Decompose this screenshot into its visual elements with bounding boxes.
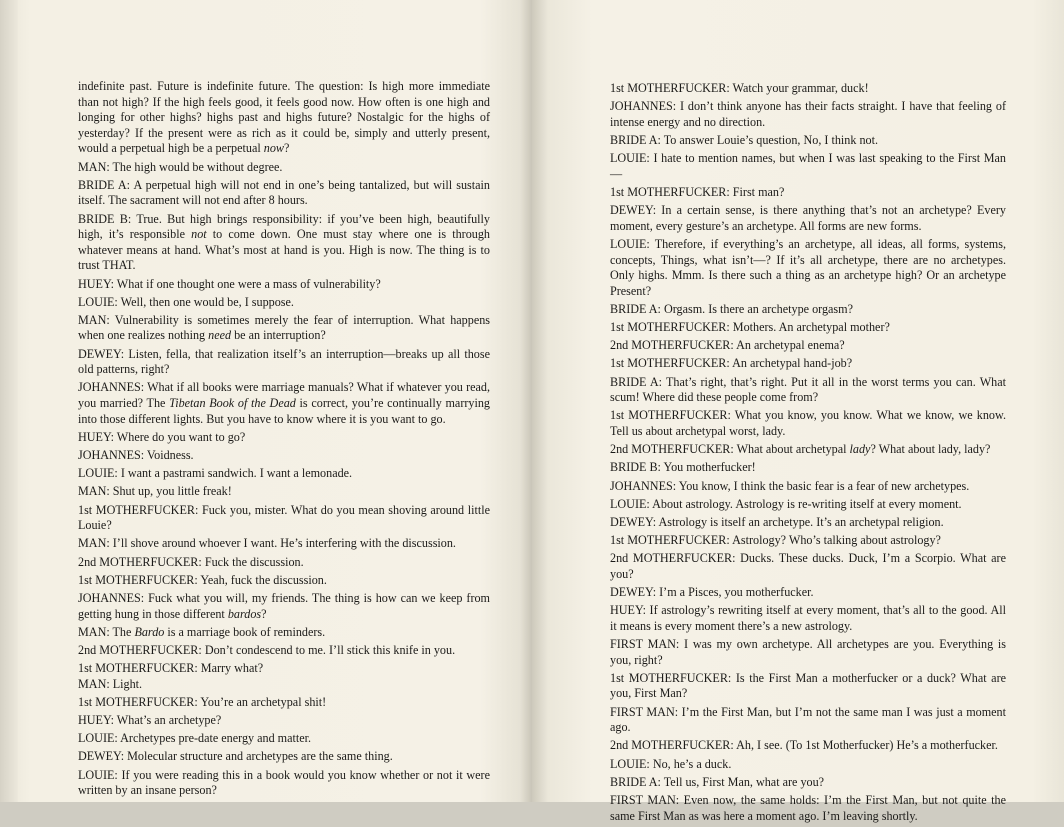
dialogue-line: 1st MOTHERFUCKER: Yeah, fuck the discussion. xyxy=(78,572,327,587)
dialogue-line: MAN: The high would be without degree. xyxy=(78,159,283,174)
dialogue-line: LOUIE: Archetypes pre-date energy and matter. xyxy=(78,731,312,746)
dialogue-line: BRIDE B: You motherfucker! xyxy=(610,460,756,475)
dialogue-line: MAN: Vulnerability is sometimes merely the fear of interruption. What happens when one realizes nothing need be an interruption? xyxy=(78,312,490,343)
dialogue-line: JOHANNES: What if all books were marriage manuals? What if whatever you read, you married? The Tibetan Book of the Dead is correct, you’re continually marrying into those different lights. But you have to know where it is you want to go. xyxy=(78,380,490,426)
dialogue-line: BRIDE A: That’s right, that’s right. Put it all in the worst terms you can. What scum! Where did these people come from? xyxy=(610,374,1006,405)
dialogue-line: 1st MOTHERFUCKER: What you know, you know. What we know, we know. Tell us about archetypal worst, lady. xyxy=(610,408,1006,438)
dialogue-line: MAN: I’ll shove around whoever I want. He’s interfering with the discussion. xyxy=(78,536,456,551)
dialogue-line: LOUIE: If you were reading this in a book would you know whether or not it were written by an insane person? xyxy=(78,767,490,798)
dialogue-line: 1st MOTHERFUCKER: Marry what? MAN: Light. xyxy=(78,661,264,691)
dialogue-line: LOUIE: No, he’s a duck. xyxy=(610,756,732,771)
left-page-text xyxy=(78,79,490,801)
dialogue-line: 2nd MOTHERFUCKER: An archetypal enema? xyxy=(610,338,845,353)
dialogue-line: BRIDE A: Tell us, First Man, what are you? xyxy=(610,774,825,789)
dialogue-line: JOHANNES: Fuck what you will, my friends. The thing is how can we keep from getting hung in those different bardos? xyxy=(78,590,490,621)
right-page xyxy=(532,0,1064,823)
dialogue-line: FIRST MAN: I was my own archetype. All archetypes are you. Everything is you, right? xyxy=(610,637,1006,667)
dialogue-line: 1st MOTHERFUCKER: Fuck you, mister. What do you mean shoving around little Louie? xyxy=(78,502,490,533)
dialogue-line: LOUIE: Therefore, if everything’s an archetype, all ideas, all forms, systems, concepts, Things, what isn’t—? If it’s all archetype, there are no archetypes. Only highs. Mmm. Is there such a thing as an archetype high? Or an archetype Present? xyxy=(610,236,1006,298)
dialogue-line: 2nd MOTHERFUCKER: Don’t condescend to me. I’ll stick this knife in you. xyxy=(78,642,456,657)
dialogue-line: 2nd MOTHERFUCKER: What about archetypal lady? What about lady, lady? xyxy=(610,442,991,457)
dialogue-line: LOUIE: About astrology. Astrology is re-writing itself at every moment. xyxy=(610,496,962,511)
dialogue-line: HUEY: Where do you want to go? xyxy=(78,429,246,444)
dialogue-line: 1st MOTHERFUCKER: Is the First Man a motherfucker or a duck? What are you, First Man? xyxy=(610,670,1006,701)
dialogue-line: DEWEY: Astrology is itself an archetype. It’s an archetypal religion. xyxy=(610,514,944,529)
dialogue-line: MAN: The Bardo is a marriage book of reminders. xyxy=(78,624,326,639)
dialogue-line: BRIDE A: To answer Louie’s question, No, I think not. xyxy=(610,132,879,147)
dialogue-line: BRIDE A: Orgasm. Is there an archetype orgasm? xyxy=(610,301,853,316)
page-edge xyxy=(0,0,18,802)
dialogue-line: 1st MOTHERFUCKER: Astrology? Who’s talking about astrology? xyxy=(610,533,941,548)
dialogue-line: 1st MOTHERFUCKER: An archetypal hand-job? xyxy=(610,356,853,371)
left-page xyxy=(0,0,532,802)
dialogue-line: 1st MOTHERFUCKER: Watch your grammar, duck! xyxy=(610,81,869,95)
right-page-text xyxy=(610,81,1006,827)
dialogue-line: HUEY: If astrology’s rewriting itself at every moment, that’s all to the good. All it means is every moment there’s a new astrology. xyxy=(610,603,1006,633)
dialogue-line: DEWEY: In a certain sense, is there anything that’s not an archetype? Every moment, every gesture’s an archetype. All forms are new forms. xyxy=(610,203,1006,233)
dialogue-line: DEWEY: Listen, fella, that realization itself’s an interruption—breaks up all those old patterns, right? xyxy=(78,346,490,377)
dialogue-line: DEWEY: Molecular structure and archetypes are the same thing. xyxy=(78,749,393,764)
dialogue-line: 2nd MOTHERFUCKER: Fuck the discussion. xyxy=(78,554,304,569)
dialogue-line: MAN: Shut up, you little freak! xyxy=(78,484,232,499)
dialogue-line: JOHANNES: Voidness. xyxy=(78,448,194,462)
dialogue-line: FIRST MAN: Even now, the same holds: I’m the First Man, but not quite the same First Man as was here a moment ago. I’m leaving shortly. xyxy=(610,792,1006,823)
dialogue-line: FIRST MAN: I’m the First Man, but I’m not the same man I was just a moment ago. xyxy=(610,704,1006,735)
dialogue-line: BRIDE A: A perpetual high will not end in one’s being tantalized, but will sustain itself. The sacrament will not end after 8 hours. xyxy=(78,177,490,208)
dialogue-line: JOHANNES: I don’t think anyone has their facts straight. I have that feeling of intense energy and no direction. xyxy=(610,99,1006,129)
dialogue-line: 1st MOTHERFUCKER: First man? xyxy=(610,184,785,199)
dialogue-line: 1st MOTHERFUCKER: Mothers. An archetypal mother? xyxy=(610,320,890,335)
dialogue-line: 1st MOTHERFUCKER: You’re an archetypal shit! xyxy=(78,694,327,709)
dialogue-line: 2nd MOTHERFUCKER: Ducks. These ducks. Duck, I’m a Scorpio. What are you? xyxy=(610,551,1006,581)
dialogue-line: HUEY: What’s an archetype? xyxy=(78,713,222,728)
dialogue-line: BRIDE B: True. But high brings responsibility: if you’ve been high, beautifully high, it’s responsible not to come down. One must stay where one is through whatever means at hand. What’s most at hand is you. High is now. The thing is to trust THAT. xyxy=(78,211,491,273)
dialogue-line: JOHANNES: You know, I think the basic fear is a fear of new archetypes. xyxy=(610,478,970,493)
dialogue-line: LOUIE: I want a pastrami sandwich. I want a lemonade. xyxy=(78,466,353,481)
dialogue-line: 2nd MOTHERFUCKER: Ah, I see. (To 1st Motherfucker) He’s a motherfucker. xyxy=(610,738,998,753)
dialogue-line: DEWEY: I’m a Pisces, you motherfucker. xyxy=(610,585,814,600)
dialogue-line: LOUIE: I hate to mention names, but when I was last speaking to the First Man— xyxy=(610,151,1006,181)
dialogue-line: LOUIE: Well, then one would be, I suppose. xyxy=(78,294,294,309)
dialogue-line: indefinite past. Future is indefinite future. The question: Is high more immediate than not high? If the high feels good, it feels good now. How often is one high and longing for other highs? highs past and highs future? Nostalgic for the highs of yesterday? If the present were as rich as it could be, simply and utterly present, would a perpetual high be a perpetual now? xyxy=(78,79,490,156)
dialogue-line: HUEY: What if one thought one were a mass of vulnerability? xyxy=(78,276,381,291)
